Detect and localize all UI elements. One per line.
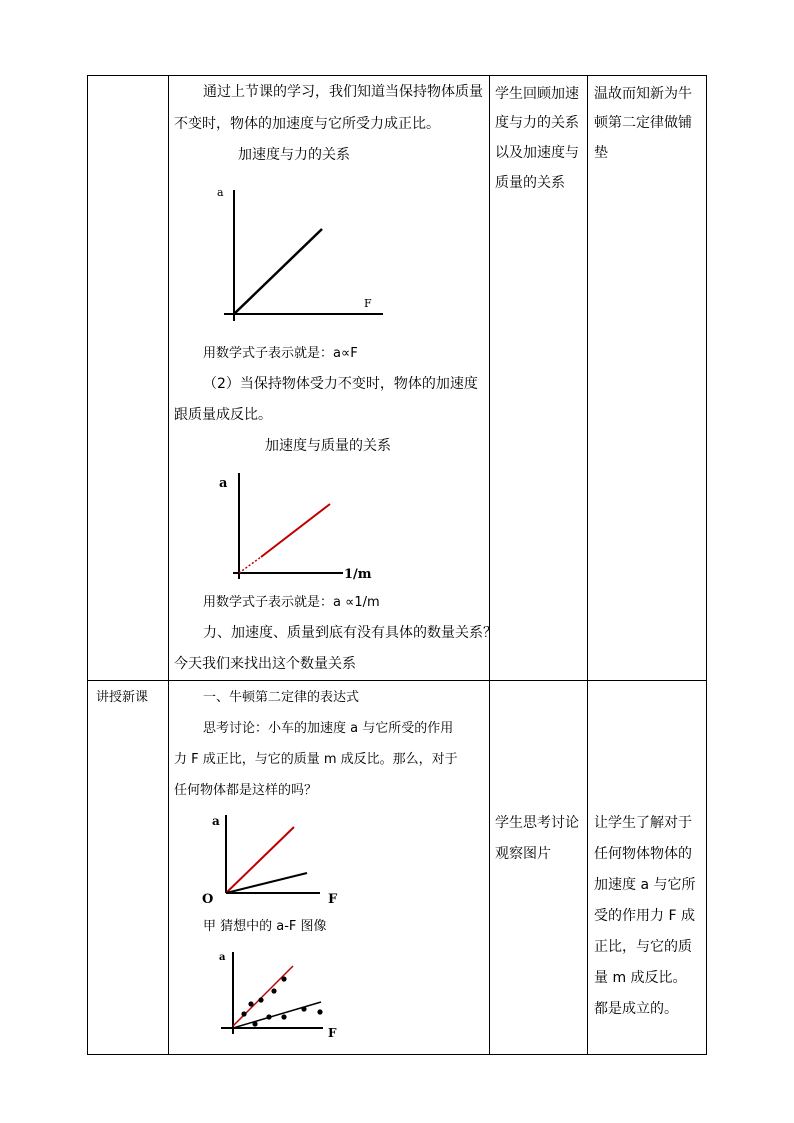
y-axis-label: a [219,476,228,491]
student-activity-1-line-3: 以及加速度与 [495,145,579,161]
design-intent-2-line-2: 任何物体物体的 [594,846,692,862]
paragraph-2-line-2: 跟质量成反比。 [174,407,272,423]
origin-label: O [202,892,214,907]
y-axis-label: a [217,186,224,199]
column-divider [489,76,490,1054]
student-activity-1-line-2: 度与力的关系 [495,115,579,131]
data-point [301,1006,306,1011]
design-intent-1-line-1: 温故而知新为牛 [594,86,692,102]
design-intent-2-line-6: 量 m 成反比。 [594,970,687,986]
extrapolated-line [239,557,261,573]
column-divider [168,76,169,1054]
data-point [281,976,286,981]
graph-2-title: 加速度与质量的关系 [265,438,391,454]
data-point [258,997,263,1002]
design-intent-1-line-2: 顿第二定律做铺 [594,115,692,131]
graph-conjecture-a-f [198,811,348,911]
red-line [226,827,294,893]
graph-acceleration-force [198,176,388,331]
section-heading: 一、牛顿第二定律的表达式 [203,690,360,705]
black-line [226,873,307,893]
lesson-table [87,75,707,1055]
data-point [248,1001,253,1006]
student-activity-2-line-1: 学生思考讨论 [495,815,579,831]
paragraph-3-line-2: 今天我们来找出这个数量关系 [174,656,356,672]
discussion-line-2: 力 F 成正比，与它的质量 m 成反比。那么，对于 [174,752,458,767]
discussion-line-1: 思考讨论：小车的加速度 a 与它所受的作用 [203,721,454,736]
student-activity-1-line-4: 质量的关系 [495,175,565,191]
proportional-line [261,504,330,557]
student-activity-2-line-2: 观察图片 [495,846,551,862]
formula-1: 用数学式子表示就是：a∝F [203,346,358,361]
design-intent-2-line-5: 正比，与它的质 [594,939,692,955]
paragraph-2-line-1: （2）当保持物体受力不变时，物体的加速度 [203,376,478,392]
graph-experiment-a-f [213,948,348,1044]
discussion-line-3: 任何物体都是这样的吗？ [174,783,318,798]
data-point [241,1011,246,1016]
y-axis-label: a [212,814,220,828]
design-intent-2-line-3: 加速度 a 与它所 [594,877,696,893]
x-axis-label: F [328,1026,337,1040]
data-point [266,1014,271,1019]
design-intent-2-line-1: 让学生了解对于 [594,815,692,831]
design-intent-2-line-7: 都是成立的。 [594,1001,678,1017]
data-point [317,1009,322,1014]
design-intent-1-line-3: 垫 [594,145,608,161]
graph-caption: 甲 猜想中的 a-F 图像 [203,919,327,934]
column-divider [587,76,588,1054]
formula-2: 用数学式子表示就是：a ∝1/m [203,595,380,610]
graph-1-title: 加速度与力的关系 [238,147,350,163]
y-axis-label: a [219,952,226,963]
proportional-line [234,229,322,314]
student-activity-1-line-1: 学生回顾加速 [495,86,579,102]
data-point [281,1014,286,1019]
x-axis-label: F [328,892,338,907]
content-paragraph-1-line-1: 通过上节课的学习，我们知道当保持物体质量 [203,84,483,100]
data-point [252,1021,257,1026]
x-axis-label: F [364,297,372,310]
design-intent-2-line-4: 受的作用力 F 成 [594,908,695,924]
section-label: 讲授新课 [96,690,149,705]
data-point [271,988,276,993]
row-divider [88,680,706,681]
graph-acceleration-mass [203,469,373,584]
content-paragraph-1-line-2: 不变时，物体的加速度与它所受力成正比。 [174,116,440,132]
x-axis-label: 1/m [344,567,372,582]
paragraph-3-line-1: 力、加速度、质量到底有没有具体的数量关系？ [203,625,497,641]
